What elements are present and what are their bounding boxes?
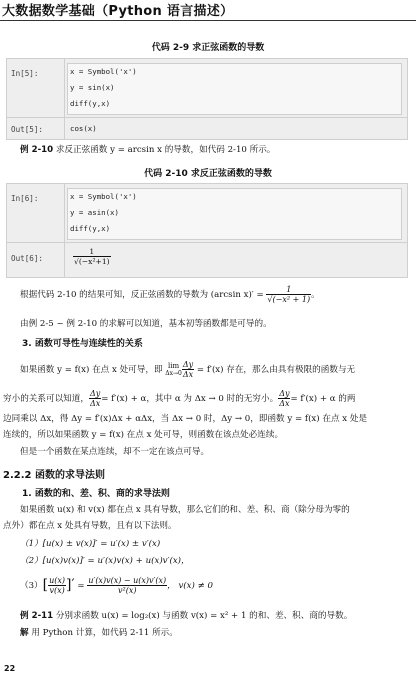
page-number: 22 (4, 664, 16, 673)
dy-dx-fraction (182, 360, 194, 379)
left-bracket: [ (42, 577, 49, 593)
example-2-11 (20, 611, 352, 622)
quotient-rule-fraction (87, 576, 167, 595)
text: 穷小的关系可以知道， (3, 394, 89, 404)
condition: ， v(x) ≠ 0 (167, 581, 213, 591)
out-prompt: Out[5]: (11, 125, 44, 134)
conclusion-paragraph: 由例 2-5 ~ 例 2-10 的求解可以知道，基本初等函数都是可导的。 (20, 319, 272, 329)
text: = f′(x) + α，其中 α 为 Δx → 0 时的无穷小。 (101, 394, 279, 404)
result-text: 根据代码 2-10 的结果可知，反正弦函数的导数为 (arcsin x)′ = (20, 290, 267, 300)
example-text: 分别求函数 u(x) = log₂(x) 与函数 v(x) = x² + 1 的和、差、积、商的导数。 (55, 611, 353, 621)
code-output: cos(x) (70, 124, 97, 133)
code-output-fraction (73, 246, 111, 266)
section-2-2-2-title: 2.2.2 函数的求导法则 (3, 470, 105, 481)
example-label: 例 2-11 (20, 611, 54, 621)
right-bracket: ]′ (66, 577, 75, 593)
limit-expression (165, 362, 182, 378)
text: = f′(x) + α 的两 (290, 394, 356, 404)
fraction-numerator: Δy (182, 360, 194, 369)
result-end: 。 (311, 290, 320, 300)
dy-dx-fraction (278, 389, 290, 408)
fraction-denominator: v(x) (49, 586, 65, 595)
listing-caption-2-10: 代码 2-10 求反正弦函数的导数 (144, 169, 272, 179)
fraction-denominator: Δx (182, 370, 194, 379)
rule-2: （2）[u(x)v(x)]′ = u′(x)v(x) + u(x)v′(x)， (20, 556, 190, 566)
solution-label: 解 (20, 628, 29, 638)
cell-separator (64, 184, 65, 277)
example-text: 求反正弦函数 y = arcsin x 的导数，如代码 2-10 所示。 (55, 145, 276, 155)
lim-subscript: Δx→0 (165, 369, 182, 377)
para-3-line-4: 连续的，所以如果函数 y = f(x) 在点 x 处可导，则函数在该点处必连续。 (3, 430, 284, 440)
para-3-line-3: 边同乘以 Δx，得 Δy = f′(x)Δx + αΔx，当 Δx → 0 时，Δy → 0，即函数 y = f(x) 在点 x 处是 (3, 414, 368, 424)
para-3-line-5: 但是一个函数在某点连续，却不一定在该点可导。 (20, 447, 210, 457)
in-prompt: In[6]: (11, 194, 39, 203)
listing-caption-2-9: 代码 2-9 求正弦函数的导数 (151, 43, 265, 53)
code-line: x = Symbol('x') (70, 192, 137, 201)
cell-divider (7, 242, 407, 243)
section-3-title: 3. 函数可导性与连续性的关系 (22, 339, 143, 349)
fraction-numerator: u(x) (49, 576, 66, 585)
para-4-line-1: 如果函数 u(x) 和 v(x) 都在点 x 具有导数，那么它们的和、差、积、商（除分母为零的 (20, 505, 350, 515)
code-line: x = Symbol('x') (70, 67, 137, 76)
cell-separator (64, 59, 65, 139)
in-prompt: In[5]: (11, 69, 39, 78)
para-3-line-1 (20, 360, 355, 379)
header-rule (0, 20, 416, 21)
para-3-line-2 (3, 389, 356, 408)
subsection-1-title: 1. 函数的和、差、积、商的求导法则 (22, 489, 170, 499)
code-line: y = sin(x) (70, 83, 115, 92)
solution-line (20, 628, 178, 639)
fraction-numerator: u′(x)v(x) − u(x)v′(x) (88, 576, 167, 585)
code-cell-2-10 (6, 183, 408, 278)
solution-text: 用 Python 计算，如代码 2-11 所示。 (31, 628, 178, 638)
code-line: y = asin(x) (70, 208, 119, 217)
running-header: 大数据数学基础（Python 语言描述） (2, 4, 234, 19)
fraction-denominator: Δx (89, 399, 101, 408)
fraction-numerator: Δy (279, 389, 290, 398)
fraction-denominator: √(−x²+1) (74, 257, 110, 266)
out-prompt: Out[6]: (11, 254, 44, 263)
fraction-numerator: Δy (89, 389, 101, 398)
quotient-fraction (48, 576, 66, 595)
text: = f′(x) 存在，那么由具有极限的函数与无 (196, 365, 356, 375)
fraction-denominator: v²(x) (117, 586, 137, 595)
para-4-line-2: 点外）都在点 x 处具有导数，且有以下法则。 (3, 521, 177, 531)
rule-3: （3）[ $\frac{u(x)}{v(x)}$ ]′ = $\frac{u'(x)v(x) - u(x)v'(x)}{\text{v²(x)}}$ ， v(x) ≠ 0 (20, 576, 213, 595)
fraction-denominator: Δx (279, 399, 290, 408)
code-line: diff(y,x) (70, 224, 111, 233)
fraction-numerator: 1 (73, 247, 111, 257)
cell-divider (7, 117, 407, 118)
dy-dx-fraction (89, 389, 101, 408)
result-paragraph (20, 285, 320, 304)
rule-1: （1）[u(x) ± v(x)]′ = u′(x) ± v′(x) (20, 539, 161, 549)
fraction-denominator: √(−x² + 1) (267, 295, 311, 304)
derivative-fraction (266, 285, 311, 304)
text: 如果函数 y = f(x) 在点 x 处可导，即 (20, 365, 163, 375)
example-label: 例 2-10 (20, 145, 54, 155)
code-line: diff(y,x) (70, 99, 111, 108)
lim-label: lim (168, 361, 180, 370)
code-cell-2-9 (6, 58, 408, 140)
rule-number: （3） (20, 581, 43, 591)
fraction-numerator: 1 (266, 285, 311, 295)
example-2-10 (20, 145, 275, 156)
